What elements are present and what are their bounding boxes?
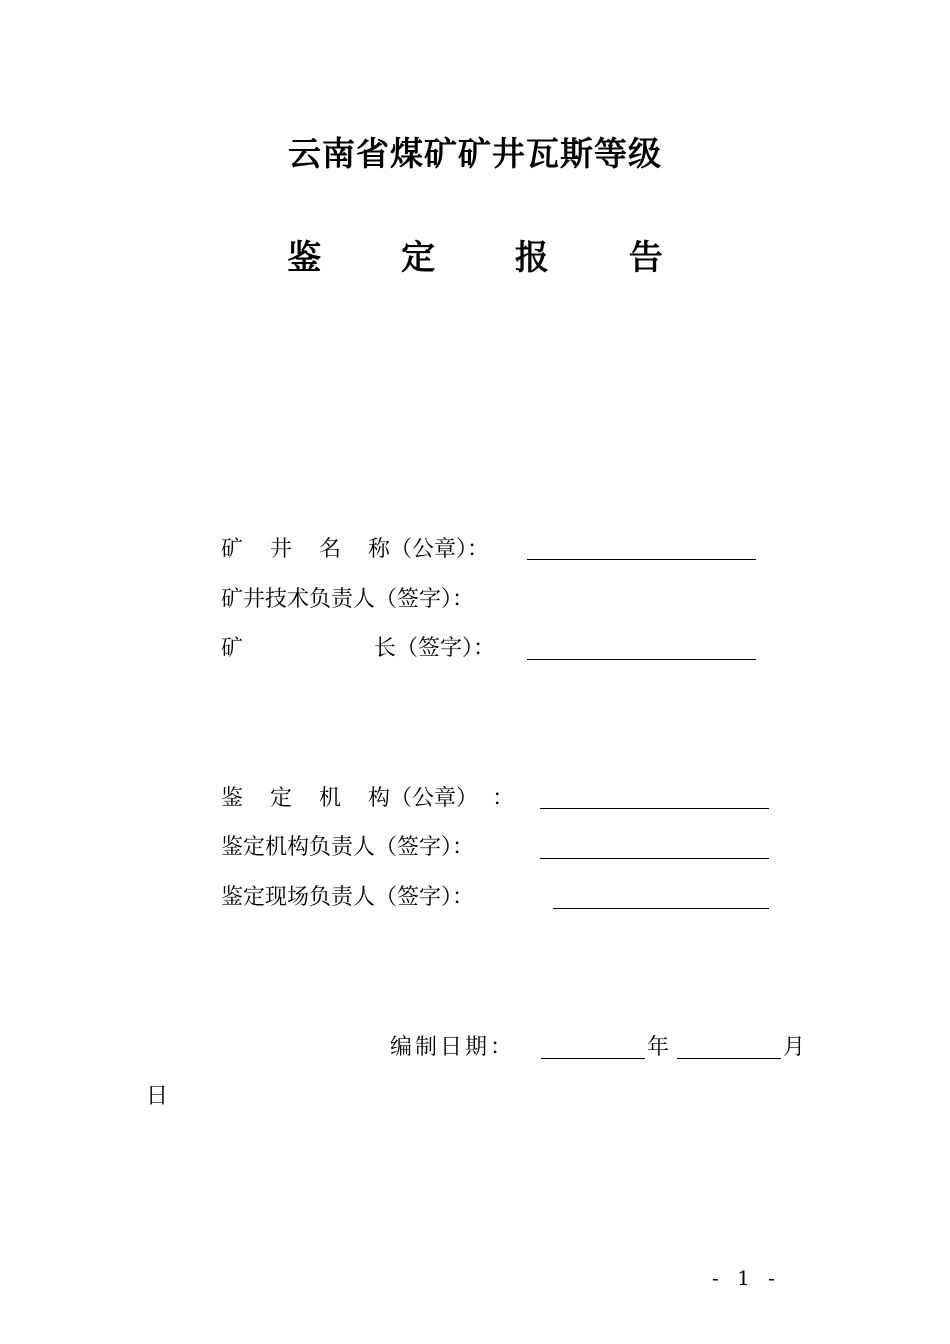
mine-head-signature-line[interactable] [527,659,756,660]
org-lead-label: 鉴定机构负责人（签字）： [221,835,475,860]
date-label: 编制日期： [390,1035,516,1060]
year-label: 年 [647,1035,670,1060]
report-subtitle: 鉴 定 报 告 [287,238,697,278]
org-char-3: 机 [319,786,342,811]
org-input-line[interactable] [540,808,769,809]
org-label [221,784,514,814]
site-lead-signature-line[interactable] [553,908,769,909]
tech-lead-label: 矿井技术负责人（签字）： [221,587,475,612]
org-char-1: 鉴 [221,786,244,811]
mine-head-label [221,634,495,664]
month-input-line[interactable] [677,1058,781,1059]
mine-head-char-1: 矿 [221,636,244,661]
mine-name-char-1: 矿 [221,537,244,562]
org-char-4: 构（公章） [368,786,479,811]
org-lead-signature-line[interactable] [540,858,769,859]
org-colon: ： [492,786,515,811]
org-char-2: 定 [270,786,293,811]
mine-head-char-2: 长（签字）： [374,636,496,661]
mine-name-char-4: 称（公章）： [368,537,490,562]
month-label: 月 [783,1035,806,1060]
report-title: 云南省煤矿矿井瓦斯等级 [288,134,662,173]
day-label: 日 [146,1084,169,1109]
mine-name-input-line[interactable] [527,559,756,560]
year-input-line[interactable] [541,1058,645,1059]
mine-name-label [221,535,489,565]
site-lead-label: 鉴定现场负责人（签字）： [221,885,475,910]
mine-name-char-2: 井 [270,537,293,562]
mine-name-char-3: 名 [319,537,342,562]
page-number: - 1 - [712,1266,781,1290]
